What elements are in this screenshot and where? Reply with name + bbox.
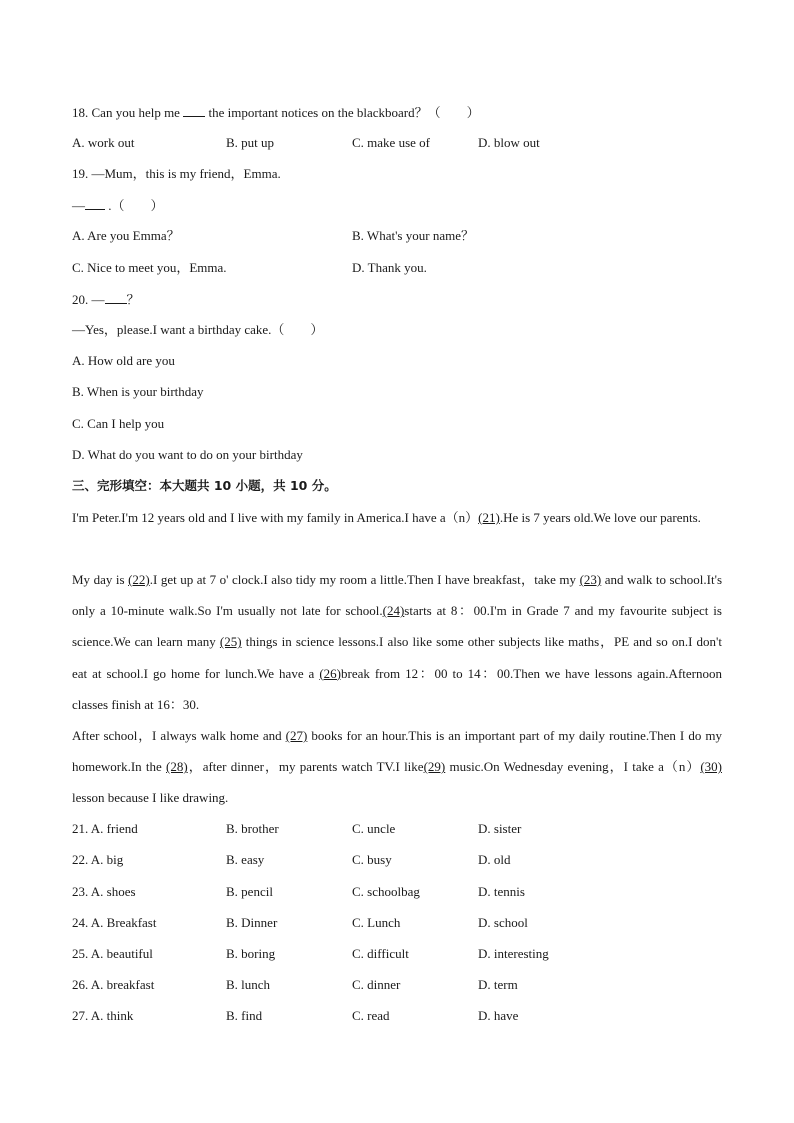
q21-option-c: C. uncle <box>352 821 396 836</box>
q20-option-d: D. What do you want to do on your birthday <box>72 447 303 462</box>
question-20-line1 <box>72 291 140 308</box>
answer-blank <box>105 291 127 304</box>
q21-option-d: D. sister <box>478 821 522 836</box>
question-18-stem <box>72 104 480 121</box>
question-19-line1: 19. —Mum，this is my friend，Emma. <box>72 166 281 181</box>
q22-option-d: D. old <box>478 852 511 867</box>
q25-option-b: B. boring <box>226 946 276 961</box>
blank-21: (21) <box>478 510 500 525</box>
q22-option-b: B. easy <box>226 852 265 867</box>
q19-option-c: C. Nice to meet you，Emma. <box>72 260 227 275</box>
passage-text: After school，I always walk home and <box>72 728 286 743</box>
question-19-line2 <box>72 197 164 214</box>
q27-option-a: 27. A. think <box>72 1008 134 1023</box>
q19-option-d: D. Thank you. <box>352 260 427 275</box>
passage-text: .He is 7 years old.We love our parents. <box>499 510 701 525</box>
q23-option-b: B. pencil <box>226 884 273 899</box>
q22-option-c: C. busy <box>352 852 392 867</box>
q26-option-d: D. term <box>478 977 518 992</box>
q26-option-a: 26. A. breakfast <box>72 977 155 992</box>
q18-stem-end: the important notices on the blackboard？（ ） <box>205 105 480 120</box>
answer-blank <box>183 104 205 117</box>
q24-option-b: B. Dinner <box>226 915 278 930</box>
passage-text: starts at 8：00.I'm in Grade 7 and my favourite subject is science.We can learn many <box>72 603 722 650</box>
q25-option-d: D. interesting <box>478 946 549 961</box>
q27-option-b: B. find <box>226 1008 263 1023</box>
blank-29: (29) <box>423 759 446 775</box>
q18-option-a: A. work out <box>72 135 135 150</box>
passage-text: lesson because I like drawing. <box>72 790 229 806</box>
q21-option-a: 21. A. friend <box>72 821 138 836</box>
q23-option-a: 23. A. shoes <box>72 884 136 899</box>
passage-text: I'm Peter.I'm 12 years old and I live with my family in America.I have a（n） <box>72 510 479 525</box>
passage-text: break from 12：00 to 14：00.Then we have lessons again.Afternoon classes finish at 16：30. <box>72 665 722 712</box>
q24-option-a: 24. A. Breakfast <box>72 915 157 930</box>
answer-blank <box>85 197 105 210</box>
q23-option-c: C. schoolbag <box>352 884 420 899</box>
q20-option-c: C. Can I help you <box>72 416 165 431</box>
q18-option-b: B. put up <box>226 135 275 150</box>
blank-28: (28) <box>166 759 188 775</box>
blank-27: (27) <box>285 728 308 743</box>
q24-option-d: D. school <box>478 915 528 930</box>
q18-stem-start: 18. Can you help me <box>72 105 184 120</box>
q20-option-b: B. When is your birthday <box>72 384 204 399</box>
passage-text: things in science lessons.I also like some other subjects like maths，PE and so on.I don't eat at school.I go home for lunch.We have a <box>72 634 722 681</box>
passage-text: .I get up at 7 o' clock.I also tidy my room a little.Then I have breakfast，take my <box>149 572 580 587</box>
passage-paragraph-1 <box>72 502 722 533</box>
q27-option-c: C. read <box>352 1008 390 1023</box>
blank-25: (25) <box>219 634 242 650</box>
q18-option-d: D. blow out <box>478 135 540 150</box>
passage-text: My day is <box>72 572 129 587</box>
q19-option-a: A. Are you Emma？ <box>72 228 180 243</box>
q19-option-b: B. What's your name？ <box>352 228 474 243</box>
q23-option-d: D. tennis <box>478 884 525 899</box>
q20-question-mark: ？ <box>126 292 140 307</box>
blank-24: (24) <box>382 603 405 619</box>
passage-text: and walk to school.It's only a 10-minute walk.So I'm usually not late for school. <box>72 572 723 619</box>
blank-30: (30) <box>700 759 722 775</box>
q26-option-c: C. dinner <box>352 977 401 992</box>
passage-paragraph-3 <box>72 720 722 814</box>
q18-option-c: C. make use of <box>352 135 430 150</box>
question-20-line2: —Yes，please.I want a birthday cake.（ ） <box>72 322 324 337</box>
q25-option-c: C. difficult <box>352 946 409 961</box>
passage-text: ，after dinner，my parents watch TV.I like <box>187 759 424 775</box>
q19-dash: — <box>72 198 85 213</box>
q20-option-a: A. How old are you <box>72 353 175 368</box>
passage-text: music.On Wednesday evening，I take a（n） <box>445 759 701 775</box>
blank-23: (23) <box>579 572 602 587</box>
blank-26: (26) <box>319 665 341 681</box>
passage-paragraph-2 <box>72 564 722 720</box>
q19-paren: .（ ） <box>105 198 164 213</box>
q21-option-b: B. brother <box>226 821 279 836</box>
q27-option-d: D. have <box>478 1008 519 1023</box>
q20-number: 20. — <box>72 292 105 307</box>
section-3-heading: 三、完形填空：本大题共 10 小题，共 10 分。 <box>72 478 337 493</box>
q25-option-a: 25. A. beautiful <box>72 946 153 961</box>
q26-option-b: B. lunch <box>226 977 271 992</box>
passage-text: books for an hour.This is an important part of my daily routine.Then I do my homework.In the <box>72 728 722 775</box>
blank-22: (22) <box>128 572 150 587</box>
q24-option-c: C. Lunch <box>352 915 401 930</box>
q22-option-a: 22. A. big <box>72 852 124 867</box>
